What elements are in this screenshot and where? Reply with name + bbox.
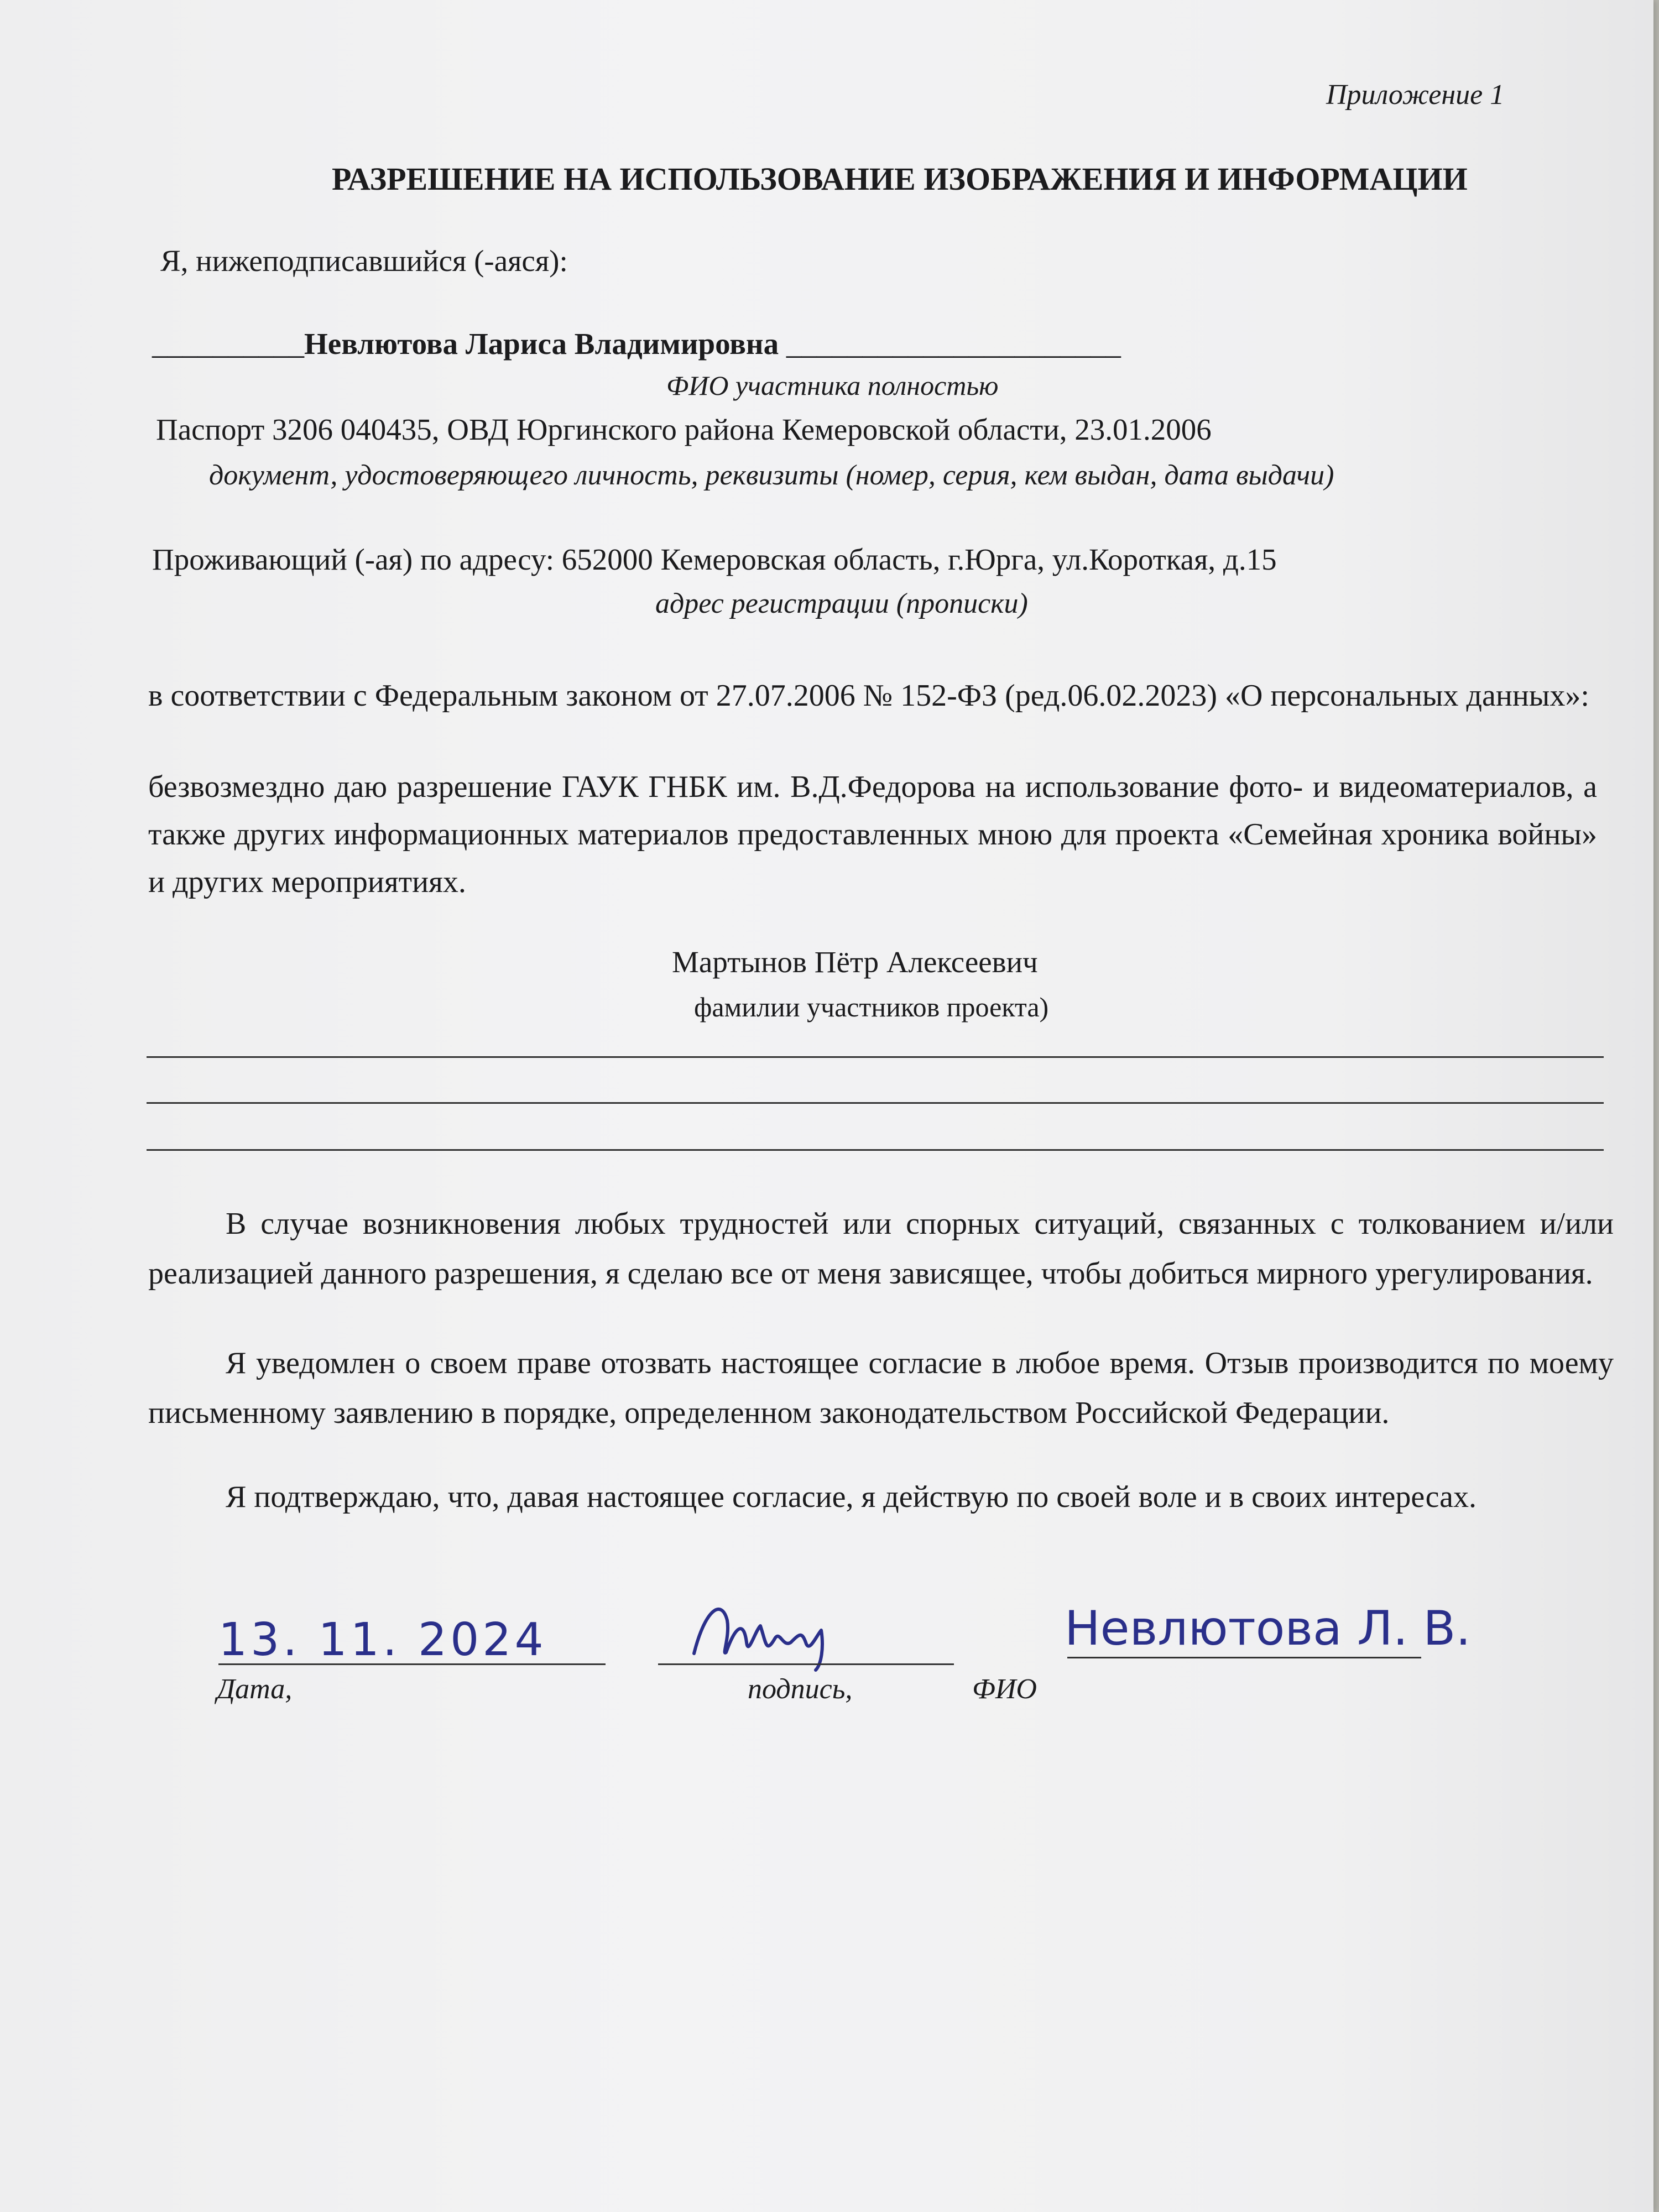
fio-label: ФИО	[972, 1673, 1037, 1705]
address-value: Проживающий (-ая) по адресу: 652000 Кемеровская область, г.Юрга, ул.Короткая, д.15	[152, 542, 1277, 576]
intro-text: Я, нижеподписавшийся (-аяся):	[160, 244, 568, 278]
participant-line	[152, 326, 1121, 361]
project-participants-value: Мартынов Пётр Алексеевич	[672, 945, 1038, 979]
appendix-label: Приложение 1	[1326, 79, 1505, 111]
confirmation-paragraph: Я подтверждаю, что, давая настоящее согласие, я действую по своей воле и в своих интересах.	[226, 1480, 1477, 1514]
blank-line-2	[147, 1102, 1604, 1104]
revocation-paragraph: Я уведомлен о своем праве отозвать настоящее согласие в любое время. Отзыв производится по моему письменному заявлению в порядке, определенном законодательством Российской Федерации.	[148, 1346, 1614, 1430]
passport-value: Паспорт 3206 040435, ОВД Юргинского района Кемеровской области, 23.01.2006	[156, 413, 1212, 446]
participant-prefix-blank: __________	[152, 327, 304, 361]
handwritten-fio: Невлютова Л. В.	[1065, 1601, 1471, 1656]
fio-line	[1067, 1657, 1421, 1658]
law-paragraph: в соответствии с Федеральным законом от 27.07.2006 № 152-ФЗ (ред.06.02.2023) «О персональных данных»:	[148, 679, 1589, 713]
handwritten-date: 13. 11. 2024	[218, 1614, 547, 1666]
signature-line	[658, 1663, 954, 1665]
participant-caption: ФИО участника полностью	[666, 370, 999, 401]
passport-caption: документ, удостоверяющего личность, реквизиты (номер, серия, кем выдан, дата выдачи)	[209, 460, 1334, 491]
participant-full-name: Невлютова Лариса Владимировна	[304, 327, 779, 361]
address-caption: адрес регистрации (прописки)	[655, 588, 1028, 619]
permission-paragraph: безвозмездно даю разрешение ГАУК ГНБК им. В.Д.Федорова на использование фото- и видеоматериалов, а также других информационных материалов предоставленных мною для проекта «Семейная хроника войны» и других мероприятиях.	[148, 770, 1597, 899]
date-line	[218, 1663, 606, 1665]
participant-suffix-blank: ______________________	[786, 327, 1121, 361]
signature-label: подпись,	[748, 1673, 853, 1705]
blank-line-3	[147, 1149, 1604, 1151]
blank-line-1	[147, 1056, 1604, 1058]
handwritten-signature	[683, 1587, 849, 1676]
project-participants-caption: фамилии участников проекта)	[694, 992, 1049, 1022]
date-label: Дата,	[217, 1673, 293, 1705]
document-title: РАЗРЕШЕНИЕ НА ИСПОЛЬЗОВАНИЕ ИЗОБРАЖЕНИЯ И ИНФОРМАЦИИ	[332, 161, 1468, 197]
disputes-paragraph: В случае возникновения любых трудностей или спорных ситуаций, связанных с толкованием и/или реализацией данного разрешения, я сделаю все от меня зависящее, чтобы добиться мирного урегулирования.	[148, 1207, 1614, 1291]
